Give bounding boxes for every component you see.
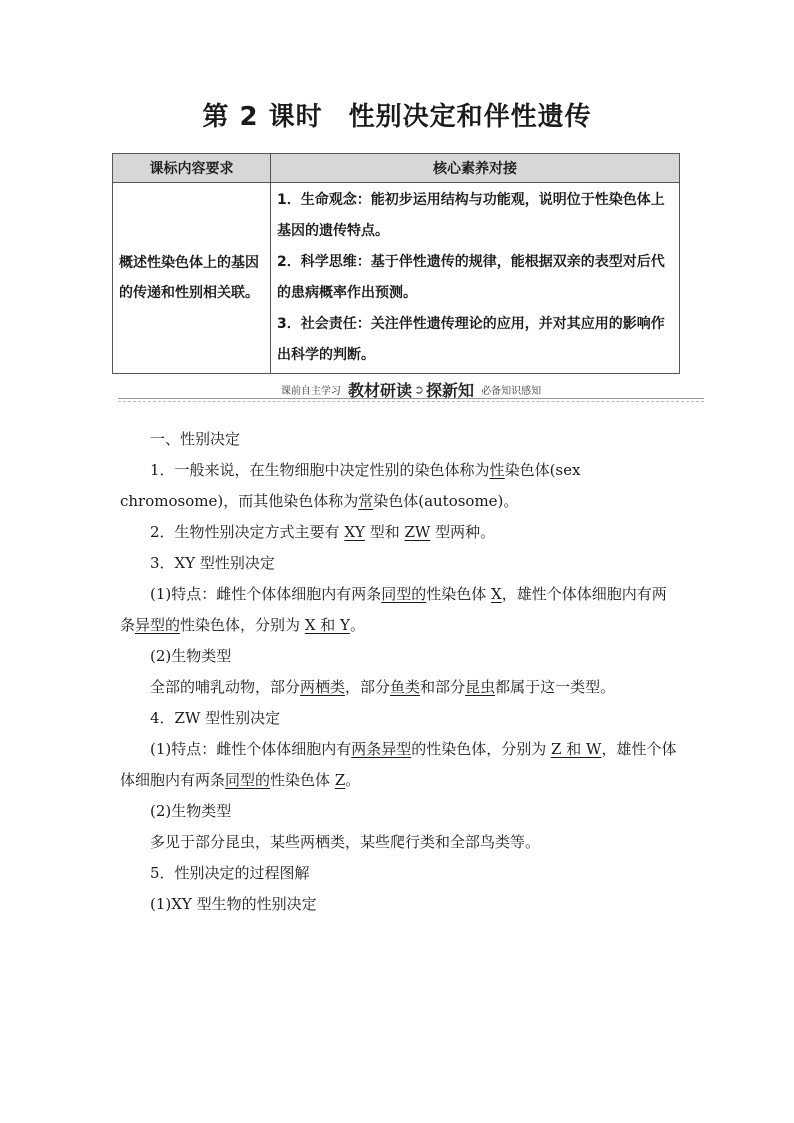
answer-blank: X bbox=[491, 585, 502, 603]
banner-arrow-icon: ➲ bbox=[413, 382, 425, 397]
page-title bbox=[0, 96, 794, 133]
standards-table bbox=[112, 153, 680, 374]
answer-blank: 性 bbox=[489, 461, 505, 479]
subheading-zw: 4．ZW 型性别决定 bbox=[150, 709, 281, 727]
answer-blank: 同型的 bbox=[225, 771, 271, 789]
paragraph-zw-features: (1)特点：雌性个体体细胞内有两条异型的性染色体，分别为 Z 和 W，雄性个体体细胞内有两条同型的性染色体 Z。 bbox=[120, 740, 677, 789]
subheading-xy: 3．XY 型性别决定 bbox=[150, 554, 275, 572]
answer-blank: 异型的 bbox=[135, 616, 181, 634]
answer-blank: XY bbox=[344, 523, 365, 541]
curriculum-requirement-cell: 概述性染色体上的基因的传递和性别相关联。 bbox=[113, 183, 271, 374]
header-curriculum-requirements: 课标内容要求 bbox=[113, 154, 271, 183]
paragraph-xy-types: 全部的哺乳动物，部分两栖类，部分鱼类和部分昆虫都属于这一类型。 bbox=[150, 678, 616, 696]
answer-blank: X 和 Y bbox=[304, 616, 350, 634]
core-competencies-cell bbox=[271, 183, 680, 374]
answer-blank: Z bbox=[334, 771, 346, 789]
subheading-xy-process: (1)XY 型生物的性别决定 bbox=[150, 895, 317, 913]
answer-blank: 两栖类 bbox=[300, 678, 346, 696]
banner-title-2: 探新知 bbox=[426, 381, 475, 400]
table-header-row bbox=[113, 154, 680, 183]
answer-blank: 昆虫 bbox=[465, 678, 496, 696]
answer-blank: 两条异型 bbox=[351, 740, 412, 758]
lesson-number: 第 2 课时 bbox=[202, 102, 323, 132]
answer-blank: Z 和 W bbox=[551, 740, 602, 758]
banner-title-1: 教材研读 bbox=[347, 381, 412, 400]
subheading-process: 5．性别决定的过程图解 bbox=[150, 864, 310, 882]
answer-blank: 同型的 bbox=[381, 585, 427, 603]
paragraph-xy-features: (1)特点：雌性个体体细胞内有两条同型的性染色体 X，雄性个体体细胞内有两条异型的性染色体，分别为 X 和 Y。 bbox=[120, 585, 667, 634]
paragraph-1: 1．一般来说，在生物细胞中决定性别的染色体称为性染色体(sex chromosome)，而其他染色体称为常染色体(autosome)。 bbox=[120, 461, 581, 510]
header-core-competencies: 核心素养对接 bbox=[271, 154, 680, 183]
table-row bbox=[113, 183, 680, 374]
section-banner bbox=[118, 378, 704, 404]
banner-left-label: 课前自主学习 bbox=[280, 386, 341, 397]
answer-blank: ZW bbox=[404, 523, 431, 541]
answer-blank: 鱼类 bbox=[390, 678, 421, 696]
paragraph-zw-types: 多见于部分昆虫，某些两栖类，某些爬行类和全部鸟类等。 bbox=[150, 833, 541, 851]
competency-item: 3．社会责任：关注伴性遗传理论的应用，并对其应用的影响作出科学的判断。 bbox=[277, 316, 665, 363]
banner-divider-dashed bbox=[118, 401, 704, 402]
main-content bbox=[120, 424, 680, 920]
section-heading: 一、性别决定 bbox=[150, 430, 241, 448]
answer-blank: 常 bbox=[358, 492, 374, 510]
banner-right-label: 必备知识感知 bbox=[481, 386, 542, 397]
competency-item: 1．生命观念：能初步运用结构与功能观，说明位于性染色体上基因的遗传特点。 bbox=[277, 192, 665, 239]
subheading-zw-types: (2)生物类型 bbox=[150, 802, 232, 820]
lesson-title: 性别决定和伴性遗传 bbox=[348, 102, 592, 132]
subheading-xy-types: (2)生物类型 bbox=[150, 647, 232, 665]
competency-item: 2．科学思维：基于伴性遗传的规律，能根据双亲的表型对后代的患病概率作出预测。 bbox=[277, 254, 665, 301]
paragraph-2: 2．生物性别决定方式主要有 XY 型和 ZW 型两种。 bbox=[150, 523, 496, 541]
